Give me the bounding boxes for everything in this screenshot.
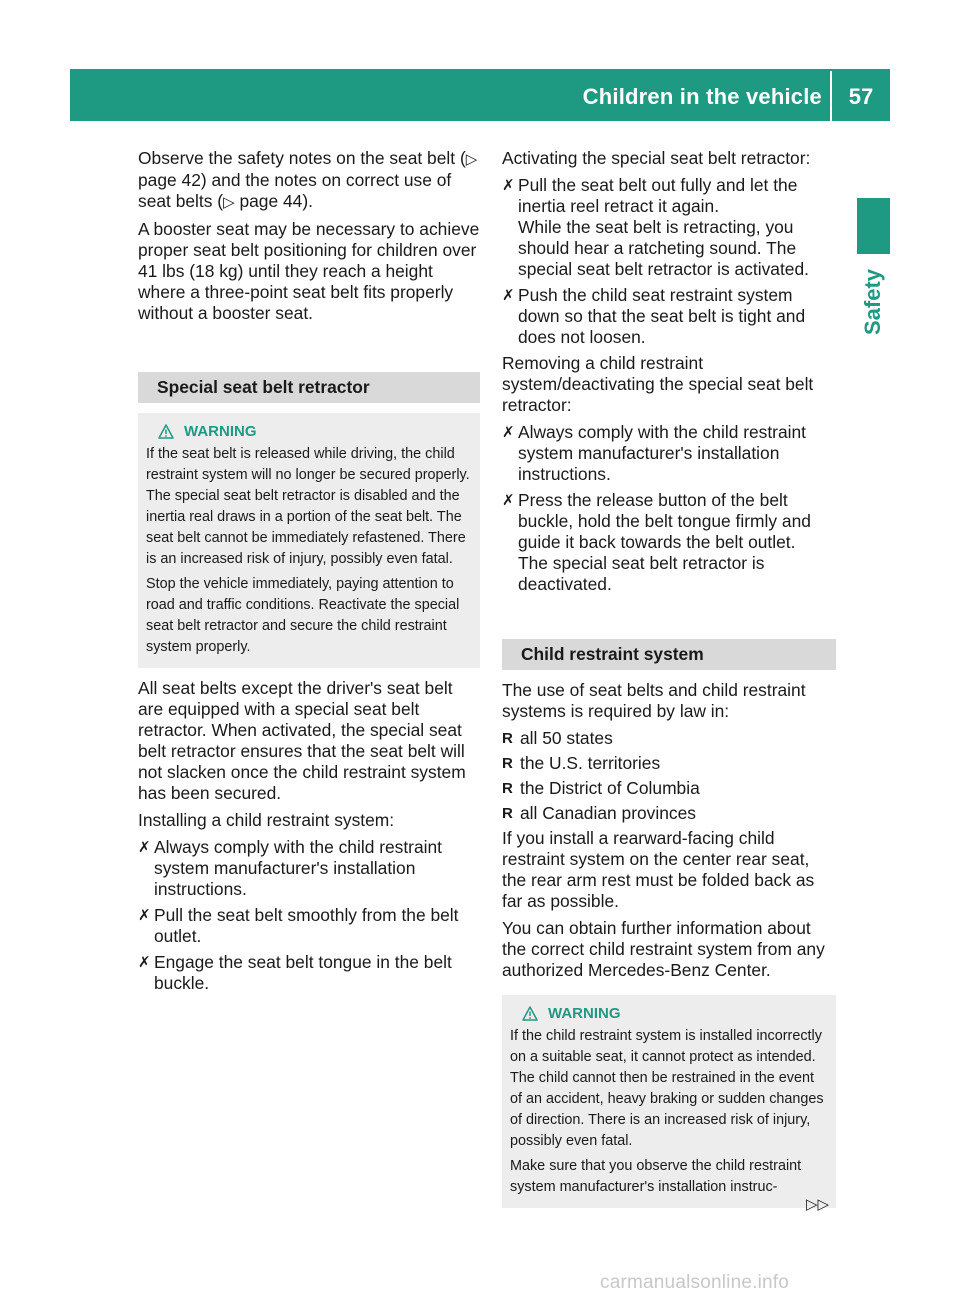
step-arrow-icon: ✗: [502, 177, 515, 194]
list-item: R the District of Columbia: [502, 778, 700, 798]
bullet-icon: R: [502, 780, 513, 797]
list-item: R all Canadian provinces: [502, 803, 696, 823]
list-item: ✗ Always comply with the child restraint system manufacturer's installation instructions.: [502, 422, 807, 484]
install-intro: Installing a child restraint system:: [138, 810, 395, 830]
list-item: ✗ Pull the seat belt smoothly from the belt outlet.: [138, 905, 459, 946]
page-ref-link[interactable]: page 42) and the notes on correct use of: [138, 170, 452, 190]
warning-text: Make sure that you observe the child restraint system manufacturer's installation instruc-: [510, 1158, 802, 1195]
section-heading: Child restraint system: [502, 639, 836, 670]
page-number: 57: [848, 84, 874, 109]
warning-header: [146, 421, 472, 442]
warning-box: [502, 995, 836, 1208]
bullet-icon: R: [502, 755, 513, 772]
section-tab-marker: [857, 198, 890, 254]
list-item: R the U.S. territories: [502, 753, 661, 773]
step-result: While the seat belt is retracting, you should hear a ratcheting sound. The special seat belt retractor is activated.: [518, 217, 809, 279]
list-item: R all 50 states: [502, 728, 613, 748]
right-column: [502, 148, 836, 1218]
intro-paragraph: Observe the safety notes on the seat belt (▷ page 42) and the notes on correct use of seat belts (▷ page 44).: [138, 148, 478, 211]
booster-paragraph: A booster seat may be necessary to achieve proper seat belt positioning for children over 41 lbs (18 kg) until they reach a height where a three-point seat belt fits properly without a booster seat.: [138, 219, 480, 323]
warning-title: WARNING: [548, 1005, 621, 1022]
step-arrow-icon: ✗: [138, 839, 151, 856]
step-arrow-icon: ✗: [502, 492, 515, 509]
list-item: ✗ Pull the seat belt out fully and let the inertia reel retract it again. While the seat belt is retracting, you should hear a ratcheting sound. The special seat belt retractor is activated.: [502, 175, 836, 280]
body-paragraph: All seat belts except the driver's seat belt are equipped with a special seat belt retractor. When activated, the special seat belt retractor ensures that the seat belt will not slacken once the child restraint system has been secured.: [138, 678, 466, 803]
section-tab-label: Safety: [860, 268, 886, 336]
chapter-title: Children in the vehicle: [582, 84, 822, 109]
page-ref-link[interactable]: page 44).: [239, 191, 313, 211]
watermark: carmanualsonline.info: [600, 1272, 790, 1293]
law-intro: The use of seat belts and child restraint systems is required by law in:: [502, 680, 806, 721]
step-result: The special seat belt retractor is deactivated.: [518, 553, 765, 594]
page-ref-icon: ▷: [465, 151, 478, 168]
list-item: ✗ Engage the seat belt tongue in the belt buckle.: [138, 952, 452, 993]
warning-title: WARNING: [184, 423, 257, 440]
list-item: ✗ Press the release button of the belt buckle, hold the belt tongue firmly and guide it back towards the belt outlet. The special seat belt retractor is deactivated.: [502, 490, 836, 595]
bullet-icon: R: [502, 730, 513, 747]
list-item: ✗ Always comply with the child restraint system manufacturer's installation instructions.: [138, 837, 443, 899]
rearward-note: If you install a rearward-facing child restraint system on the center rear seat, the rear arm rest must be folded back as far as possible.: [502, 828, 815, 911]
left-column: [138, 148, 480, 999]
page-header: [70, 69, 890, 121]
warning-text: Stop the vehicle immediately, paying attention to road and traffic conditions. Reactivate the special seat belt retractor and secure the child restraint system properly.: [146, 576, 460, 655]
warning-triangle-icon: [522, 1006, 538, 1021]
step-arrow-icon: ✗: [502, 424, 515, 441]
warning-box: [138, 413, 480, 668]
list-item: ✗ Push the child seat restraint system down so that the seat belt is tight and does not loosen.: [502, 285, 806, 347]
remove-intro: Removing a child restraint system/deactivating the special seat belt retractor:: [502, 353, 814, 415]
info-note: You can obtain further information about the correct child restraint system from any authorized Mercedes-Benz Center.: [502, 918, 825, 980]
warning-header: [510, 1003, 828, 1024]
step-arrow-icon: ✗: [138, 907, 151, 924]
step-arrow-icon: ✗: [502, 287, 515, 304]
bullet-icon: R: [502, 805, 513, 822]
warning-triangle-icon: [158, 424, 174, 439]
activate-intro: Activating the special seat belt retractor:: [502, 148, 811, 168]
warning-text: If the seat belt is released while driving, the child restraint system will no longer be secured properly. The special seat belt retractor is disabled and the inertia real draws in a portion of the seat belt. The seat belt cannot be immediately refastened. There is an increased risk of injury, possibly even fatal.: [146, 446, 470, 567]
page-ref-icon: ▷: [223, 194, 235, 211]
continue-arrows-icon: ▷▷: [806, 1196, 830, 1213]
step-arrow-icon: ✗: [138, 954, 151, 971]
section-heading: Special seat belt retractor: [138, 372, 480, 403]
warning-text: If the child restraint system is installed incorrectly on a suitable seat, it cannot protect as intended. The child cannot then be restrained in the event of an accident, heavy braking or sudden changes of direction. There is an increased risk of injury, possibly even fatal.: [510, 1028, 824, 1149]
